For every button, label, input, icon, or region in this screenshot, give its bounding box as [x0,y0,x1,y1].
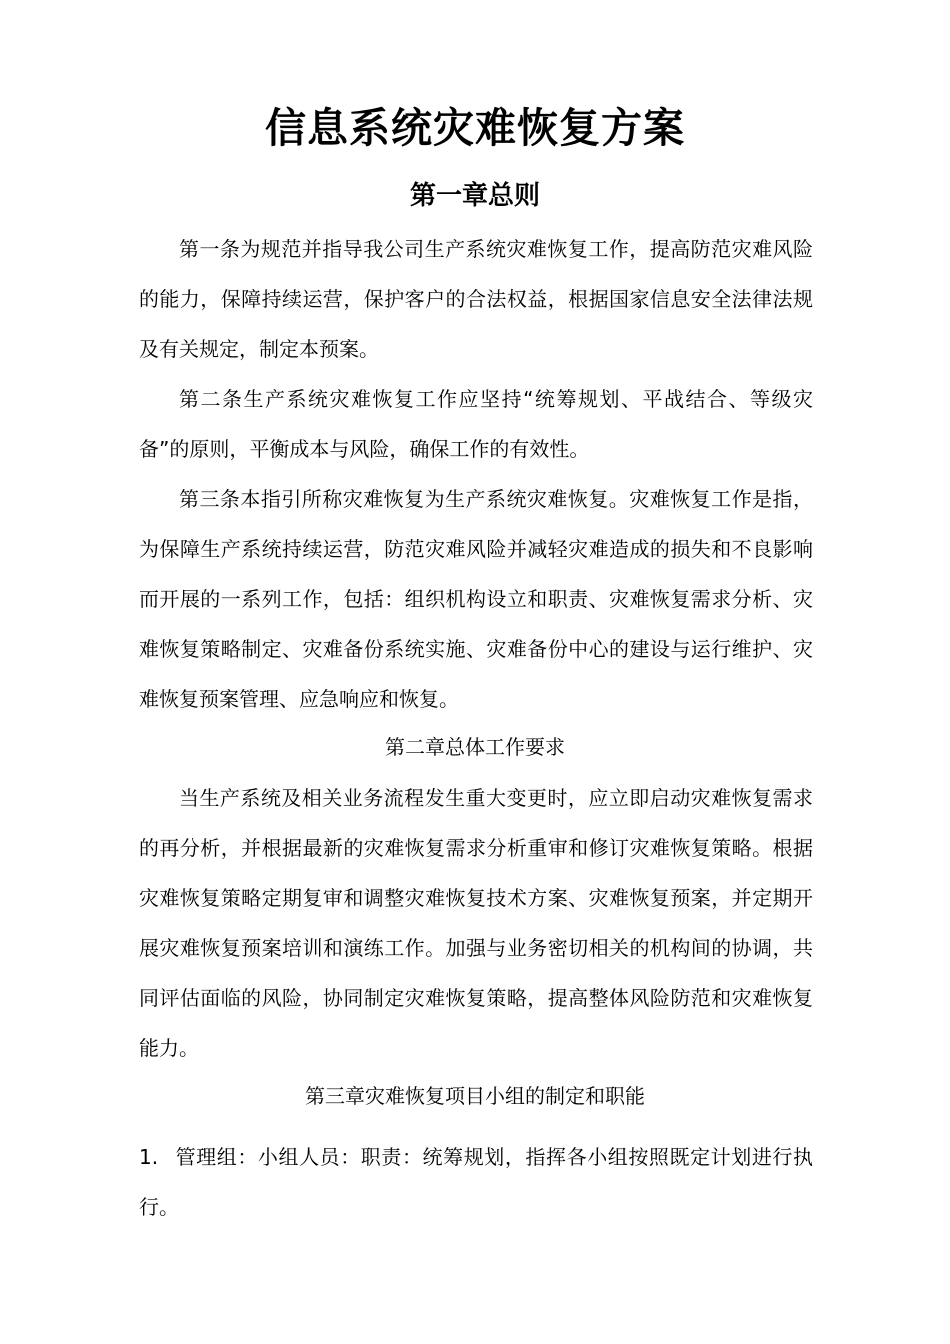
document-title: 信息系统灾难恢复方案 [265,104,685,152]
chapter-1-article-3: 第三条本指引所称灾难恢复为生产系统灾难恢复。灾难恢复工作是指，为保障生产系统持续运营，防范灾难风险并减轻灾难造成的损失和不良影响而开展的一系列工作，包括：组织机构设立和职责、灾难恢复需求分析、灾难恢复策略制定、灾难备份系统实施、灾难备份中心的建设与运行维护、灾难恢复预案管理、应急响应和恢复。 [139,487,813,711]
chapter-2-heading: 第二章总体工作要求 [385,735,565,759]
chapter-1-article-2: 第二条生产系统灾难恢复工作应坚持“统筹规划、平战结合、等级灾备”的原则，平衡成本与风险，确保工作的有效性。 [139,387,813,461]
list-item-text: 管理组：小组人员：职责：统筹规划，指挥各小组按照既定计划进行执行。 [139,1145,813,1219]
list-item-number: 1. [139,1145,159,1169]
list-item [139,1132,813,1232]
chapter-1-article-1: 第一条为规范并指导我公司生产系统灾难恢复工作，提高防范灾难风险的能力，保障持续运营，保护客户的合法权益，根据国家信息安全法律法规及有关规定，制定本预案。 [139,237,813,361]
chapter-1-heading: 第一章总则 [409,181,540,211]
chapter-3-heading: 第三章灾难恢复项目小组的制定和职能 [305,1084,645,1108]
chapter-2-paragraph: 当生产系统及相关业务流程发生重大变更时，应立即启动灾难恢复需求的再分析，并根据最新的灾难恢复需求分析重审和修订灾难恢复策略。根据灾难恢复策略定期复审和调整灾难恢复技术方案、灾难恢复预案，并定期开展灾难恢复预案培训和演练工作。加强与业务密切相关的机构间的协调，共同评估面临的风险，协同制定灾难恢复策略，提高整体风险防范和灾难恢复能力。 [139,786,813,1060]
